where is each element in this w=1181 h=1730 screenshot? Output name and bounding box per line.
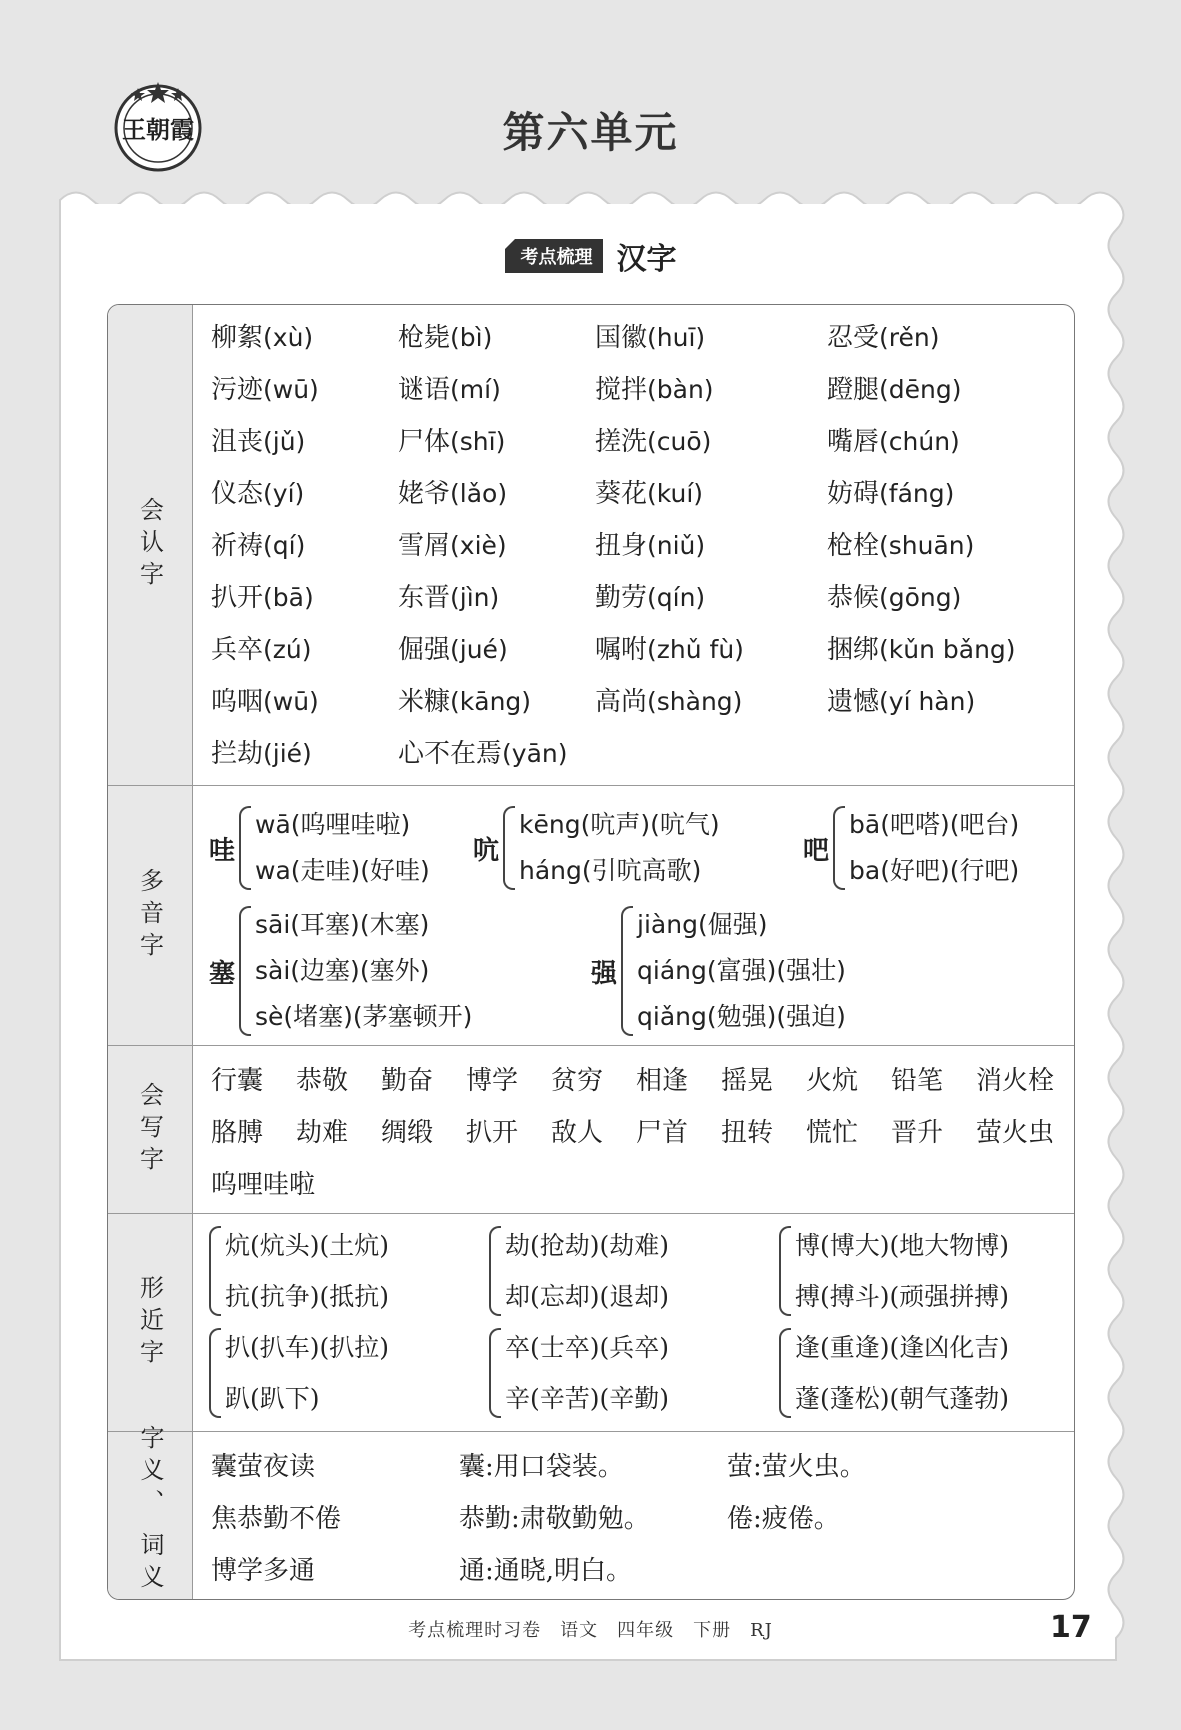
similar-pair: 扒(扒车)(扒拉) 趴(趴下): [209, 1322, 389, 1424]
row-meaning: [108, 1425, 1074, 1600]
write-word: 扭转: [721, 1118, 774, 1148]
recognize-list: [193, 305, 1074, 785]
write-word: 贫穷: [551, 1066, 604, 1096]
row-recognize: [108, 305, 1074, 785]
footer-text: 考点梳理时习卷 语文 四年级 下册 RJ: [408, 1620, 773, 1641]
recognize-word: 枪毙(bì): [398, 323, 493, 353]
definition: 倦:疲倦。: [727, 1504, 840, 1534]
recognize-word: 姥爷(lǎo): [398, 479, 508, 509]
write-word: 胳膊: [211, 1118, 264, 1148]
write-word: 消火栓: [976, 1066, 1055, 1096]
row-header: 字义、 词义: [108, 1432, 193, 1600]
recognize-word: 蹬腿(dēng): [827, 375, 962, 405]
definition: 通:通晓,明白。: [459, 1556, 633, 1586]
similar-pair: 博(博大)(地大物博) 搏(搏斗)(顽强拼搏): [779, 1220, 1009, 1322]
recognize-word: 谜语(mí): [398, 375, 501, 405]
write-word: 绸缎: [381, 1118, 434, 1148]
row-similar: [108, 1213, 1074, 1432]
similar-list: [193, 1214, 1074, 1432]
recognize-word: 嘴唇(chún): [827, 427, 960, 457]
section-heading: [0, 234, 1181, 278]
recognize-word: 心不在焉(yān): [398, 739, 568, 769]
write-word: 尸首: [636, 1118, 689, 1148]
recognize-word: 勤劳(qín): [595, 583, 706, 613]
polyphone-group: 吭 kēng(吭声)(吭气) háng(引吭高歌): [473, 802, 720, 894]
recognize-word: 柳絮(xù): [211, 323, 314, 353]
write-word: 劫难: [296, 1118, 349, 1148]
definition: 萤:萤火虫。: [727, 1452, 866, 1482]
recognize-word: 尸体(shī): [398, 427, 506, 457]
recognize-word: 忍受(rěn): [827, 323, 940, 353]
recognize-word: 国徽(huī): [595, 323, 706, 353]
logo-text: 王朝霞: [122, 115, 194, 144]
recognize-word: 高尚(shàng): [595, 687, 743, 717]
recognize-word: 搓洗(cuō): [595, 427, 712, 457]
recognize-word: 呜咽(wū): [211, 687, 319, 717]
similar-pair: 劫(抢劫)(劫难) 却(忘却)(退却): [489, 1220, 669, 1322]
definition: 恭勤:肃敬勤勉。: [459, 1504, 650, 1534]
write-word: 勤奋: [381, 1066, 434, 1096]
row-header: 会写字: [108, 1046, 193, 1214]
write-word: 摇晃: [721, 1066, 774, 1096]
idiom: 焦恭勤不倦: [211, 1504, 342, 1534]
write-word: 恭敬: [296, 1066, 349, 1096]
page-number: 17: [1050, 1610, 1092, 1645]
row-polyphones: [108, 785, 1074, 1046]
recognize-word: 拦劫(jié): [211, 739, 312, 769]
write-word: 铅笔: [891, 1066, 944, 1096]
row-write: [108, 1045, 1074, 1214]
write-word: 萤火虫: [976, 1118, 1055, 1148]
write-word: 火炕: [806, 1066, 859, 1096]
recognize-word: 祈祷(qí): [211, 531, 306, 561]
recognize-word: 扒开(bā): [211, 583, 314, 613]
row-header: 多音字: [108, 786, 193, 1046]
polyphone-group: 吧 bā(吧嗒)(吧台) ba(好吧)(行吧): [803, 802, 1019, 894]
idiom: 囊萤夜读: [211, 1452, 316, 1482]
recognize-word: 妨碍(fáng): [827, 479, 955, 509]
recognize-word: 沮丧(jǔ): [211, 427, 306, 457]
write-list: [193, 1046, 1074, 1214]
recognize-word: 仪态(yí): [211, 479, 305, 509]
vocab-table: [107, 304, 1075, 1600]
write-word: 晋升: [891, 1118, 944, 1148]
similar-pair: 炕(炕头)(土炕) 抗(抗争)(抵抗): [209, 1220, 389, 1322]
idiom: 博学多通: [211, 1556, 316, 1586]
recognize-word: 恭候(gōng): [827, 583, 962, 613]
similar-pair: 卒(士卒)(兵卒) 辛(辛苦)(辛勤): [489, 1322, 669, 1424]
write-word: 扒开: [466, 1118, 519, 1148]
row-header: 形近字: [108, 1214, 193, 1432]
section-title: 汉字: [616, 242, 677, 277]
write-word: 敌人: [551, 1118, 604, 1148]
write-word: 呜哩哇啦: [211, 1170, 316, 1200]
recognize-word: 搅拌(bàn): [595, 375, 714, 405]
meaning-list: [193, 1432, 1074, 1600]
recognize-word: 倔强(jué): [398, 635, 508, 665]
recognize-word: 捆绑(kǔn bǎng): [827, 635, 1016, 665]
unit-title: 第六单元: [502, 108, 679, 157]
section-tag: 考点梳理: [505, 239, 603, 273]
recognize-word: 米糠(kāng): [398, 687, 532, 717]
polyphone-group: 强 jiàng(倔强) qiáng(富强)(强壮) qiǎng(勉强)(强迫): [591, 902, 846, 1040]
write-word: 慌忙: [806, 1118, 859, 1148]
recognize-word: 遗憾(yí hàn): [827, 687, 976, 717]
recognize-word: 东晋(jìn): [398, 583, 500, 613]
similar-pair: 逢(重逢)(逢凶化吉) 蓬(蓬松)(朝气蓬勃): [779, 1322, 1009, 1424]
recognize-word: 嘱咐(zhǔ fù): [595, 635, 744, 665]
polyphone-group: 哇 wā(呜哩哇啦) wa(走哇)(好哇): [209, 802, 430, 894]
recognize-word: 雪屑(xiè): [398, 531, 507, 561]
write-word: 行囊: [211, 1066, 264, 1096]
write-word: 博学: [466, 1066, 519, 1096]
row-header: 会认字: [108, 305, 193, 785]
recognize-word: 枪栓(shuān): [827, 531, 975, 561]
polyphone-group: 塞 sāi(耳塞)(木塞) sài(边塞)(塞外) sè(堵塞)(茅塞顿开): [209, 902, 472, 1040]
polyphone-list: [193, 786, 1074, 1046]
recognize-word: 葵花(kuí): [595, 479, 704, 509]
definition: 囊:用口袋装。: [459, 1452, 624, 1482]
write-word: 相逢: [636, 1066, 689, 1096]
recognize-word: 兵卒(zú): [211, 635, 312, 665]
recognize-word: 扭身(niǔ): [595, 531, 706, 561]
recognize-word: 污迹(wū): [211, 375, 319, 405]
